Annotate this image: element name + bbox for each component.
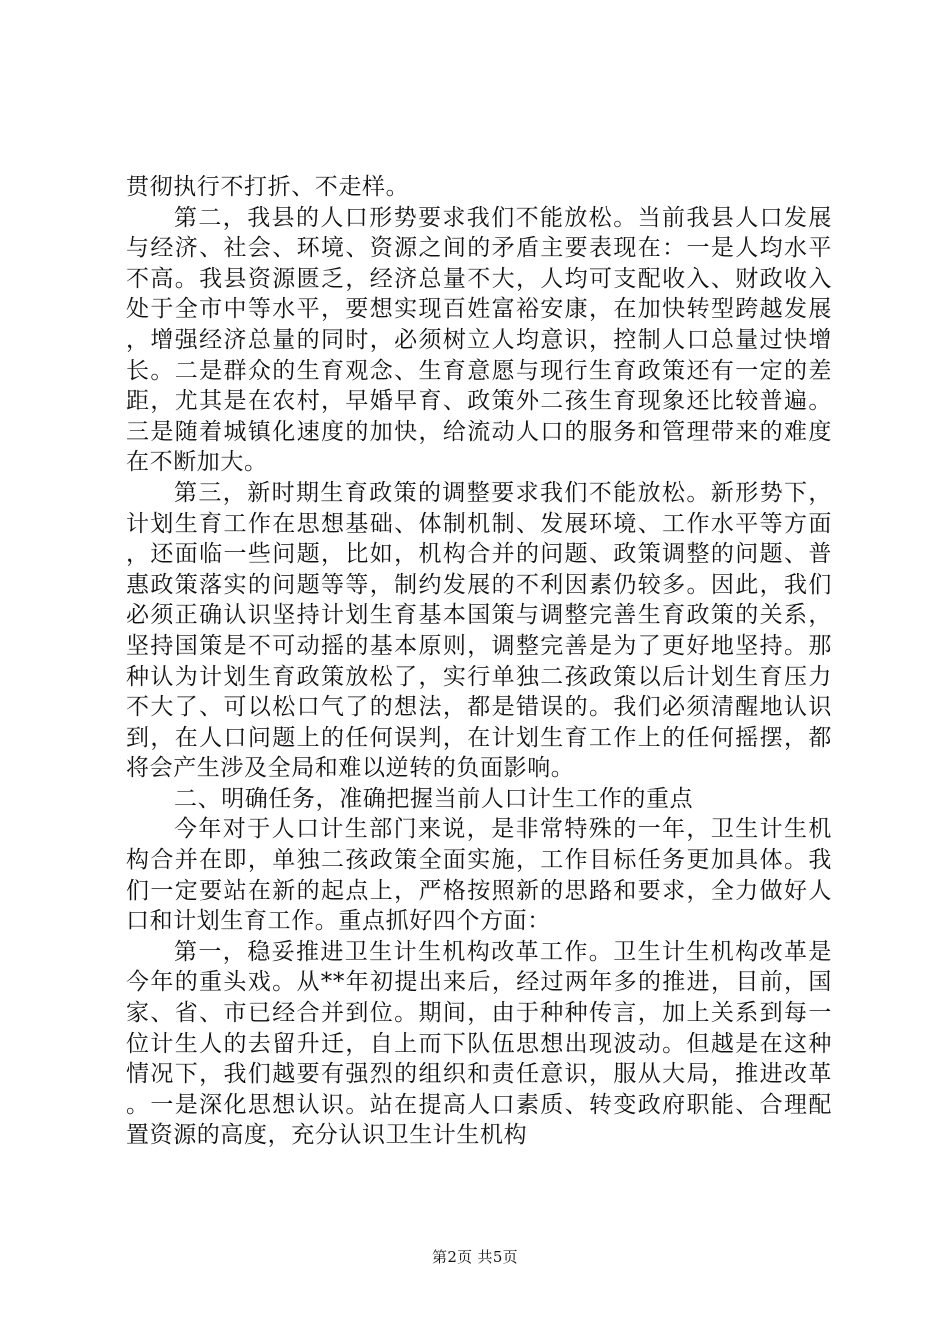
document-body bbox=[126, 172, 832, 1151]
paragraph-third-point: 第三，新时期生育政策的调整要求我们不能放松。新形势下，计划生育工作在思想基础、体制机制、发展环境、工作水平等方面，还面临一些问题，比如，机构合并的问题、政策调整的问题、普惠政策落实的问题等等，制约发展的不利因素仍较多。因此，我们必须正确认识坚持计划生育基本国策与调整完善生育政策的关系，坚持国策是不可动摇的基本原则，调整完善是为了更好地坚持。那种认为计划生育政策放松了，实行单独二孩政策以后计划生育压力不大了、可以松口气了的想法，都是错误的。我们必须清醒地认识到，在人口问题上的任何误判，在计划生育工作上的任何摇摆，都将会产生涉及全局和难以逆转的负面影响。 bbox=[126, 479, 832, 782]
paragraph-first-task: 第一，稳妥推进卫生计生机构改革工作。卫生计生机构改革是今年的重头戏。从**年初提出来后，经过两年多的推进，目前，国家、省、市已经合并到位。期间，由于种种传言，加上关系到每一位计生人的去留升迁，自上而下队伍思想出现波动。但越是在这种情况下，我们越要有强烈的组织和责任意识，服从大局，推进改革。一是深化思想认识。站在提高人口素质、转变政府职能、合理配置资源的高度，充分认识卫生计生机构 bbox=[126, 938, 832, 1149]
page-number-footer: 第2页 共5页 bbox=[432, 1248, 518, 1266]
paragraph-section-intro: 今年对于人口计生部门来说，是非常特殊的一年，卫生计生机构合并在即，单独二孩政策全面实施，工作目标任务更加具体。我们一定要站在新的起点上，严格按照新的思路和要求，全力做好人口和计划生育工作。重点抓好四个方面： bbox=[126, 816, 832, 935]
paragraph-second-point: 第二，我县的人口形势要求我们不能放松。当前我县人口发展与经济、社会、环境、资源之间的矛盾主要表现在：一是人均水平不高。我县资源匮乏，经济总量不大，人均可支配收入、财政收入处于全市中等水平，要想实现百姓富裕安康，在加快转型跨越发展，增强经济总量的同时，必须树立人均意识，控制人口总量过快增长。二是群众的生育观念、生育意愿与现行生育政策还有一定的差距，尤其是在农村，早婚早育、政策外二孩生育现象还比较普遍。三是随着城镇化速度的加快，给流动人口的服务和管理带来的难度在不断加大。 bbox=[126, 204, 832, 476]
paragraph-continuation: 贯彻执行不打折、不走样。 bbox=[126, 174, 410, 200]
section-heading: 二、明确任务，准确把握当前人口计生工作的重点 bbox=[174, 785, 694, 812]
